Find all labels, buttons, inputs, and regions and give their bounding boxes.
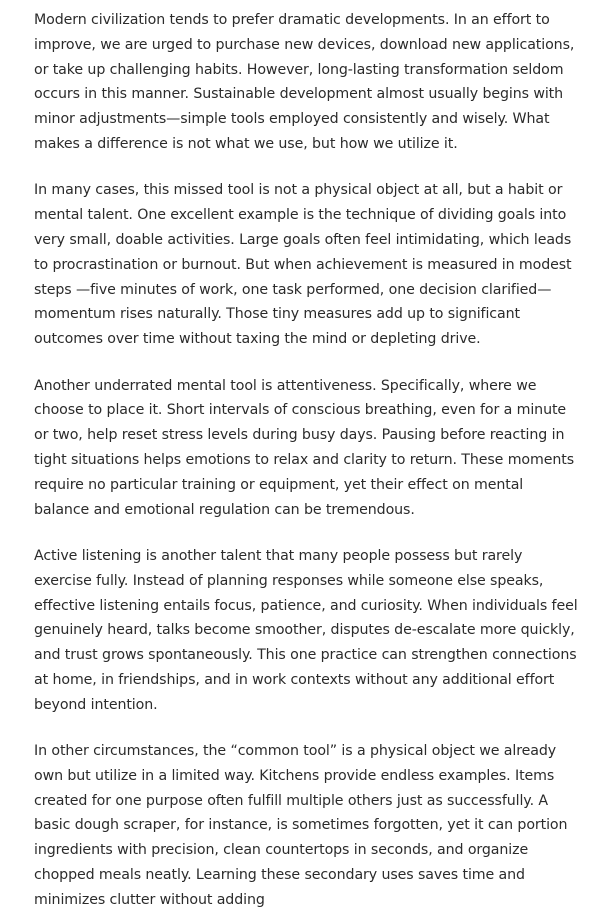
paragraph-active-listening: Active listening is another talent that many people possess but rarely exercise fully. Instead of planning responses while someone else speaks, effective listening entails focus, patience, and curiosity. When individuals feel genuinely heard, talks become smoother, disputes de-escalate more quickly, and trust grows spontaneously. This one practice can strengthen connections at home, in friendships, and in work contexts without any additional effort beyond intention. (34, 547, 578, 713)
paragraph-attentiveness: Another underrated mental tool is attentiveness. Specifically, where we choose to place it. Short intervals of conscious breathing, even for a minute or two, help reset stress levels during busy days. Pausing before reacting in tight situations helps emotions to relax and clarity to return. These moments require no particular training or equipment, yet their effect on mental balance and emotional regulation can be tremendous. (34, 377, 575, 518)
paragraph-common-tool: In other circumstances, the “common tool” is a physical object we already own but utilize in a limited way. Kitchens provide endless examples. Items created for one purpose often fulfill multiple others just as successfully. A basic dough scraper, for instance, is sometimes forgotten, yet it can portion ingredients with precision, clean countertops in seconds, and organize chopped meals neatly. Learning these secondary uses saves time and minimizes clutter without adding (34, 743, 568, 908)
paragraph-intro: Modern civilization tends to prefer dramatic developments. In an effort to improve, we are urged to purchase new devices, download new applications, or take up challenging habits. However, long-lasting transformation seldom occurs in this manner. Sustainable development almost usually begins with minor adjustments—simple tools employed consistently and wisely. What makes a difference is not what we use, but how we utilize it. (34, 12, 575, 152)
article-body (34, 8, 582, 913)
paragraph-small-steps: In many cases, this missed tool is not a physical object at all, but a habit or mental talent. One excellent example is the technique of dividing goals into very small, doable activities. Large goals often feel intimidating, which leads to procrastination or burnout. But when achievement is measured in modest steps —five minutes of work, one task performed, one decision clarified—momentum rises naturally. Those tiny measures add up to significant outcomes over time without taxing the mind or depleting drive. (34, 182, 572, 348)
